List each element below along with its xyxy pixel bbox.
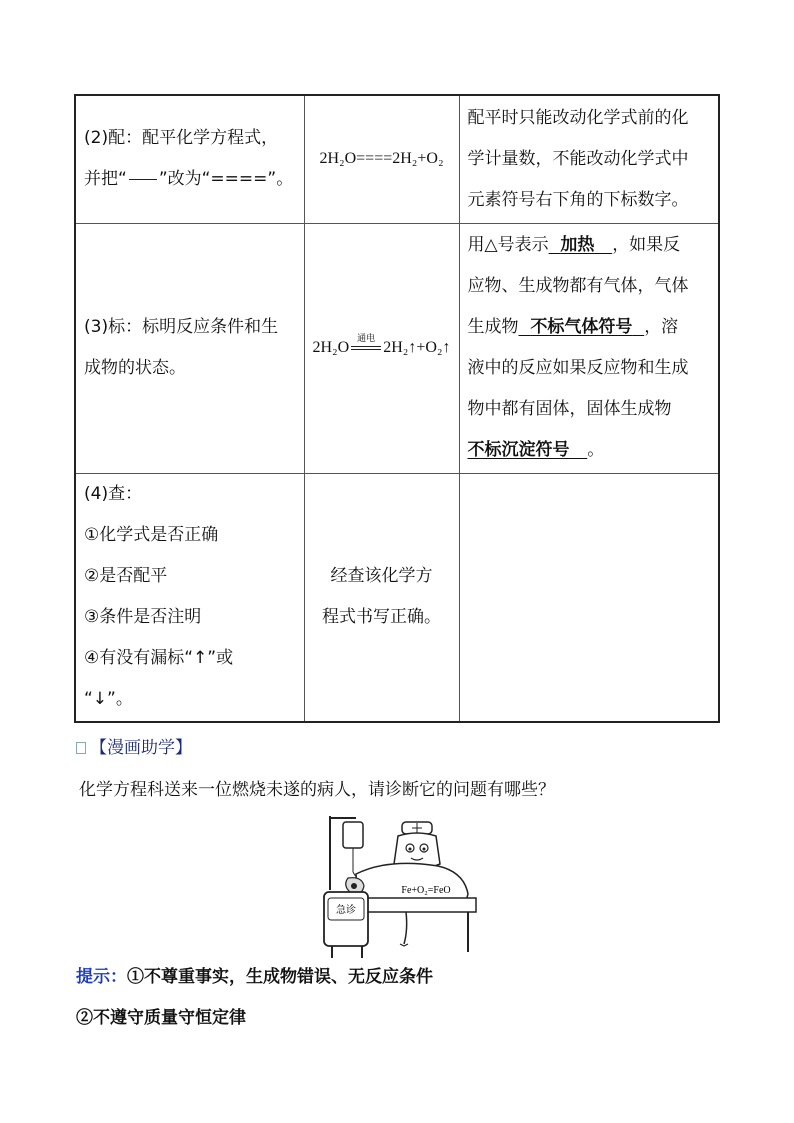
result-line: 经查该化学方 [330,566,433,587]
cartoon-illustration [318,812,482,962]
note-line: 液中的反应如果反应物和生成 [467,358,689,378]
note-line: 元素符号右下角的下标数字。 [467,189,689,210]
step-line: 并把“ ”改为“====”。 [84,169,294,190]
empty-cell [459,473,719,722]
note-cell [459,95,719,223]
step-cell [75,95,304,223]
equation-cell [304,95,459,223]
note-text [460,225,719,471]
note-line: 配平时只能改动化学式前的化 [467,107,689,128]
tip-line-2: ②不遵守质量守恒定律 [76,1008,246,1028]
answer-blank: 不标沉淀符号 [467,440,570,460]
step-cell [75,223,304,473]
step-line: 成物的状态。 [84,358,186,378]
step-cell [75,473,304,722]
wrong-equation-label: Fe+O₂=FeO [401,885,451,896]
result-text [305,556,459,638]
condition-label: 通电 [357,334,376,345]
balanced-equation: 2H₂O====2H₂+O₂ [319,150,444,168]
tip-text: ①不尊重事实，生成物错误、无反应条件 [127,967,433,987]
step-line: (4)查： [84,484,143,505]
result-cell [304,473,459,722]
chem-equation-steps-table [74,94,720,723]
answer-blank: 不标气体符号 [530,317,633,337]
step-line: (3)标：标明反应条件和生 [84,317,279,337]
bullet-icon [76,742,86,754]
result-line: 程式书写正确。 [322,607,441,628]
tip-label: 提示： [76,967,127,987]
note-line: 学计量数，不能改动化学式中 [467,148,689,169]
step-line: “↓”。 [84,689,133,710]
step-line: (2)配：配平化学方程式， [84,128,279,149]
equation-left: 2H₂O [312,338,350,356]
note-text [460,98,719,221]
step-line: ③条件是否注明 [84,607,202,628]
table-row [75,223,719,473]
note-line: 不标沉淀符号 。 [467,440,605,460]
question-text: 化学方程科送来一位燃烧未遂的病人，请诊断它的问题有哪些？ [79,780,555,800]
step-line: ②是否配平 [84,566,168,587]
note-line: 物中都有固体，固体生成物 [467,399,672,419]
step-text [76,307,304,389]
equation-right: 2H₂↑+O₂↑ [383,338,451,356]
equation-cell [304,223,459,473]
step-text [76,474,304,720]
section-title: 【漫画助学】 [76,733,192,758]
dash-sign [129,179,157,180]
note-line: 应物、生成物都有气体，气体 [467,276,689,296]
note-line: 生成物 不标气体符号 ，溶 [467,317,679,337]
tip-line-1 [76,962,433,987]
step-line: ④有没有漏标“↑”或 [84,648,234,669]
step-line: ①化学式是否正确 [84,525,219,546]
condition-equals [349,334,383,357]
table-row [75,95,719,223]
answer-blank: 加热 [560,235,595,255]
note-line: 用△号表示 加热 ，如果反 [467,235,681,255]
table-row [75,473,719,722]
note-cell [459,223,719,473]
step-text [76,118,304,200]
emergency-sign: 急诊 [336,905,356,916]
